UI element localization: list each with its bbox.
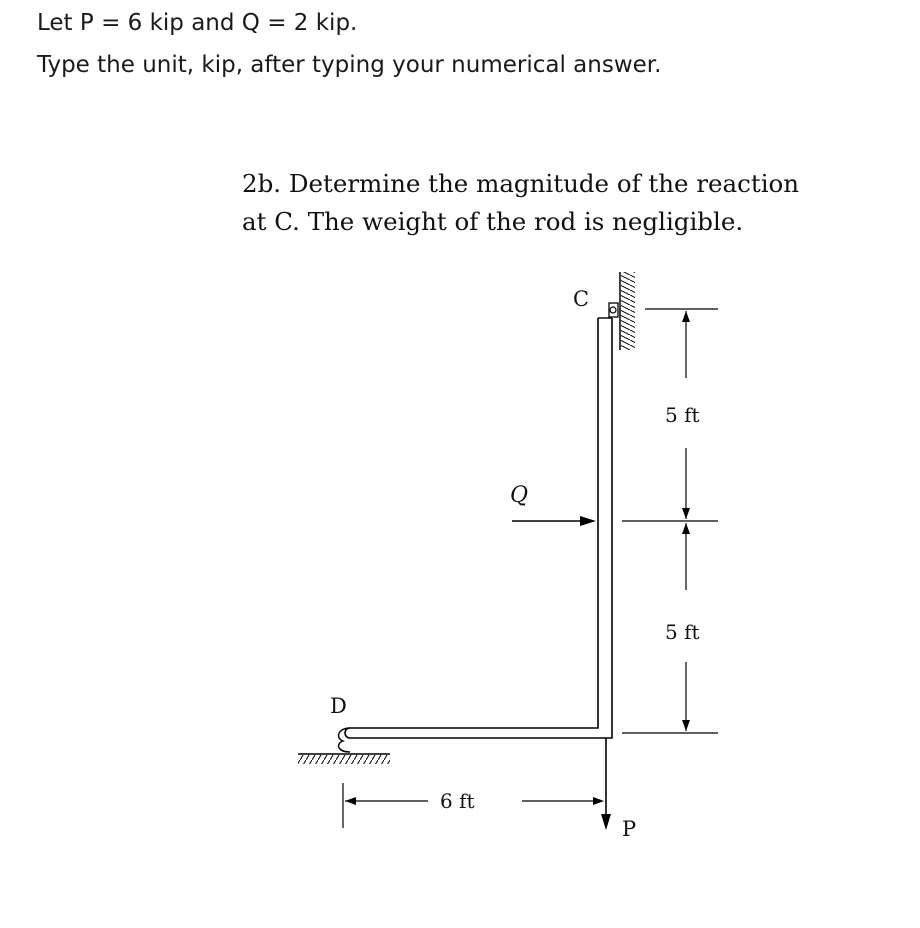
problem-statement-line-1: 2b. Determine the magnitude of the reaction bbox=[242, 169, 800, 198]
dimension-upper-label: 5 ft bbox=[665, 403, 700, 427]
pin-support-d bbox=[298, 728, 390, 764]
label-c: C bbox=[573, 287, 590, 311]
l-shaped-rod bbox=[345, 318, 612, 738]
label-d: D bbox=[330, 694, 347, 718]
answer-instruction-text: Type the unit, kip, after typing your numerical answer. bbox=[37, 52, 662, 78]
given-loads-text: Let P = 6 kip and Q = 2 kip. bbox=[37, 10, 358, 36]
force-p-arrow bbox=[601, 738, 611, 830]
force-q-arrow bbox=[512, 516, 596, 526]
dimension-lower-label: 5 ft bbox=[665, 620, 700, 644]
roller-c bbox=[609, 303, 618, 317]
vertical-dimensions bbox=[622, 309, 718, 733]
wall-support-c bbox=[620, 272, 635, 350]
dimension-horizontal-label: 6 ft bbox=[440, 789, 475, 813]
label-q: Q bbox=[510, 483, 529, 508]
label-p: P bbox=[622, 817, 637, 841]
problem-statement-line-2: at C. The weight of the rod is negligible. bbox=[242, 207, 744, 236]
